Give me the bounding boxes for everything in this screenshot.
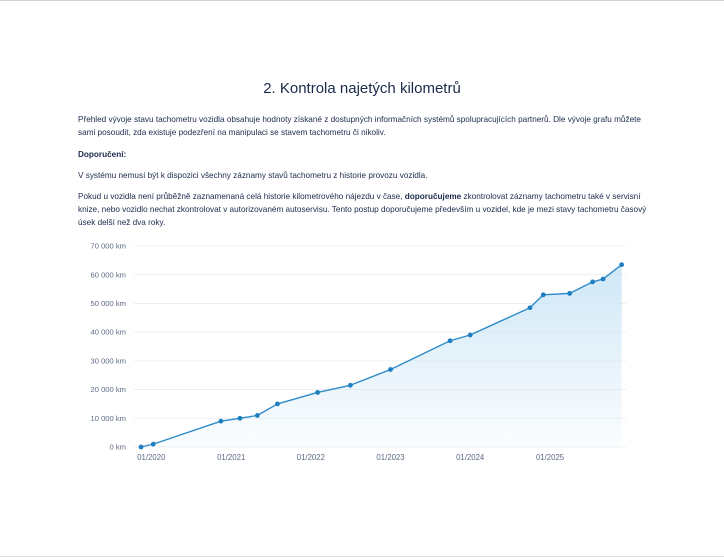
advice-text-start: Pokud u vozidla není průběžně zaznamenaná celá historie kilometrového nájezdu v čase, [78,192,405,201]
data-point [590,279,595,284]
data-point [528,305,533,310]
mileage-area-fill [141,265,622,447]
y-tick-label: 60 000 km [90,270,126,280]
y-tick-label: 20 000 km [90,385,126,395]
data-point [448,338,453,343]
data-point [567,291,572,296]
y-axis-labels [91,242,126,452]
advice-text-end: zkontrolovat záznamy tachometru také v servisní knize, nebo vozidlo nechat zkontrolovat v autorizovaném autoservisu. Tento postup doporučujeme především u vozidel, kde je mezi stavy tachometru časový úsek delší než dva roky. [78,192,647,227]
bottom-divider [0,556,724,557]
advice-emphasis: doporučujeme [404,192,462,201]
data-point [255,413,260,418]
top-divider [0,0,724,1]
y-tick-label: 0 km [109,442,126,452]
x-axis-labels [137,453,565,462]
data-point [388,367,393,372]
data-point [151,442,156,447]
data-point [219,419,224,424]
y-tick-label: 40 000 km [90,327,126,337]
records-note: V systému nemusí být k dispozici všechny záznamy stavů tachometru z historie provozu vozidla. [78,171,428,180]
data-point [601,277,606,282]
data-point [238,416,243,421]
recommendation-heading: Doporučení: [78,150,127,159]
data-point [468,333,473,338]
data-point [619,262,624,267]
data-point [275,402,280,407]
x-tick-label: 01/2021 [217,453,246,462]
y-tick-label: 10 000 km [90,413,126,423]
y-tick-label: 70 000 km [90,241,126,251]
y-tick-label: 50 000 km [90,299,126,309]
data-point [139,445,144,450]
data-point [315,390,320,395]
x-tick-label: 01/2022 [296,453,325,462]
section-title: 2. Kontrola najetých kilometrů [263,80,461,97]
x-tick-label: 01/2024 [456,453,485,462]
y-tick-label: 30 000 km [90,356,126,366]
intro-paragraph: Přehled vývoje stavu tachometru vozidla obsahuje hodnoty získané z dostupných informačních systémů spolupracujících partnerů. Dle vývoje grafu můžete sami posoudit, zda existuje podezření na manipulaci se stavem tachometru či nikoliv. [78,115,641,137]
x-tick-label: 01/2020 [137,453,166,462]
odometer-chart [70,236,640,468]
x-tick-label: 01/2023 [376,453,405,462]
data-point [348,383,353,388]
x-tick-label: 01/2025 [535,453,565,462]
data-point [541,292,546,297]
advice-paragraph [78,190,648,229]
